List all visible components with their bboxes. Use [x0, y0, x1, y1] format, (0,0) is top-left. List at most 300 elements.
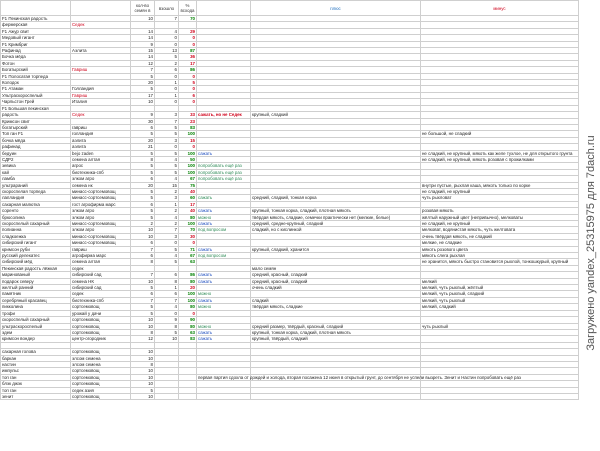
percent-cell: 17	[179, 60, 197, 66]
sprouted-cell: 2	[155, 221, 179, 227]
seeds-cell: 5	[131, 285, 155, 291]
seeds-cell: 5	[131, 304, 155, 310]
seeds-cell: 9	[131, 112, 155, 118]
verdict-cell: сажать	[197, 329, 251, 335]
percent-cell: 0	[179, 73, 197, 79]
producer-cell: сортсемовощ	[71, 349, 131, 355]
variety-cell: кай	[1, 169, 71, 175]
variety-cell: Чарльстон Грей	[1, 99, 71, 105]
variety-cell: Рафинад	[1, 48, 71, 54]
producer-cell: Голландия	[71, 86, 131, 92]
percent-cell: 80	[179, 278, 197, 284]
seeds-cell: 10	[131, 355, 155, 361]
sprouted-cell: 6	[155, 291, 179, 297]
sprouted-cell: 0	[155, 73, 179, 79]
table-row	[1, 227, 579, 233]
variety-cell: трофи	[1, 310, 71, 316]
percent-cell: 70	[179, 227, 197, 233]
verdict-cell: сажать	[197, 221, 251, 227]
minus-cell: не сладкий, не крупный	[421, 221, 579, 227]
seeds-cell: 10	[131, 381, 155, 387]
percent-cell: 100	[179, 291, 197, 297]
percent-cell: 0	[179, 240, 197, 246]
plus-cell: сладкий, но с кислинкой	[251, 227, 421, 233]
sprouted-cell: 0	[155, 310, 179, 316]
percent-cell: 63	[179, 329, 197, 335]
verdict-cell: сажать, но не Седек	[197, 112, 251, 118]
variety-cell: сибирский гигант	[1, 240, 71, 246]
percent-cell: 83	[179, 124, 197, 130]
verdict-cell: сажать	[197, 336, 251, 342]
producer-cell: Седек	[71, 22, 131, 28]
verdict-cell: сажать	[197, 272, 251, 278]
variety-cell: F1 Полосатая торпеда	[1, 73, 71, 79]
verdict-cell	[197, 393, 251, 399]
variety-cell: ультраскороспелый	[1, 323, 71, 329]
seeds-cell: 12	[131, 336, 155, 342]
variety-cell: топ ган	[1, 374, 71, 380]
minus-cell: внутри пустые, рыхлая каша, мякоть только по корке	[421, 182, 579, 188]
percent-cell: 80	[179, 214, 197, 220]
sprouted-cell: 0	[155, 41, 179, 47]
plus-cell: очень сладкий	[251, 285, 421, 291]
minus-cell: не сладкий, не крупный, мякоть розовая с прожилками	[421, 156, 579, 162]
verdict-cell: сажать	[197, 297, 251, 303]
variety-cell: кримсон вондер	[1, 336, 71, 342]
producer-cell: bejo zaden	[71, 150, 131, 156]
sprouted-cell: 7	[155, 297, 179, 303]
variety-cell: русский делекатес	[1, 253, 71, 259]
variety-cell: кримсон руби	[1, 246, 71, 252]
sprouted-cell: 7	[155, 16, 179, 22]
seeds-cell: 6	[131, 240, 155, 246]
sprouted-cell: 3	[155, 112, 179, 118]
header-percent: % всхода	[179, 1, 197, 16]
percent-cell: 71	[179, 246, 197, 252]
variety-cell: подарок северу	[1, 278, 71, 284]
variety-cell: Пекинская радость лёжкая	[1, 265, 71, 271]
percent-cell: 17	[179, 201, 197, 207]
variety-cell: ультрараний	[1, 182, 71, 188]
sprouted-cell: 6	[155, 67, 179, 73]
producer-cell: гавриш	[71, 246, 131, 252]
plus-cell: средний, красный, сладкий	[251, 278, 421, 284]
header-row	[1, 1, 579, 16]
variety-cell: Топ ган F1	[1, 131, 71, 137]
table-row	[1, 374, 579, 380]
producer-cell: аэлита	[71, 144, 131, 150]
sprouted-cell: 5	[155, 131, 179, 137]
variety-cell: блэк джэк	[1, 381, 71, 387]
seeds-cell: 20	[131, 80, 155, 86]
variety-cell: топ ган	[1, 387, 71, 393]
variety-cell: скороспелая торпеда	[1, 188, 71, 194]
producer-cell: семена алтая	[71, 156, 131, 162]
producer-cell: сортсемовощ	[71, 304, 131, 310]
seeds-cell: 5	[131, 310, 155, 316]
minus-cell: жёлтый наружный цвет (непривычно), мелковаты	[421, 214, 579, 220]
variety-cell: сибирский мёд	[1, 259, 71, 265]
sprouted-cell: 4	[155, 176, 179, 182]
seeds-cell: 20	[131, 182, 155, 188]
producer-cell: биотехника-спб	[71, 297, 131, 303]
variety-cell: баркан	[1, 355, 71, 361]
variety-cell: сахарная малютка	[1, 201, 71, 207]
variety-cell: Ультраскороспелый	[1, 92, 71, 98]
seeds-cell: 10	[131, 317, 155, 323]
plus-cell: средний, красный, сладкий	[251, 272, 421, 278]
variety-cell: брюсолина	[1, 214, 71, 220]
producer-cell: сортсемовощ	[71, 329, 131, 335]
producer-cell: минасс-сортсемовощ	[71, 221, 131, 227]
producer-cell: минасс-сортсемовощ	[71, 233, 131, 239]
seeds-cell: 6	[131, 124, 155, 130]
sprouted-cell: 5	[155, 163, 179, 169]
seeds-cell: 15	[131, 48, 155, 54]
variety-cell: F1 Ажур свит	[1, 28, 71, 34]
verdict-cell: можно	[197, 291, 251, 297]
seeds-cell: 10	[131, 323, 155, 329]
variety-cell: ламба	[1, 176, 71, 182]
seeds-cell: 5	[131, 208, 155, 214]
verdict-cell: сажать	[197, 246, 251, 252]
variety-cell: соренто	[1, 208, 71, 214]
plus-cell: средний, средне-крупный, сладкий	[251, 221, 421, 227]
minus-cell: не хранится, мякоть быстро становится рыхлой, тонкошкурый, крупный	[421, 259, 579, 265]
minus-cell: мелковат, водянистая мякоть, чуть желтовата	[421, 227, 579, 233]
producer-cell: элсом семена	[71, 361, 131, 367]
seeds-cell: 10	[131, 227, 155, 233]
producer-cell: элком агро	[71, 214, 131, 220]
header-name	[1, 1, 71, 16]
seeds-cell: 5	[131, 387, 155, 393]
seeds-cell: 10	[131, 233, 155, 239]
seeds-cell: 20	[131, 137, 155, 143]
percent-cell: 30	[179, 233, 197, 239]
producer-cell: седек азия	[71, 387, 131, 393]
percent-cell: 23	[179, 118, 197, 124]
verdict-cell: можно	[197, 304, 251, 310]
producer-cell: сортсемовощ	[71, 323, 131, 329]
sprouted-cell: 5	[155, 259, 179, 265]
producer-cell: центр-огородник	[71, 336, 131, 342]
verdict-cell: сажать	[197, 150, 251, 156]
minus-cell: не сладкий, не крупный, мякоть как желе тухлое, не для открытого грунта	[421, 150, 579, 156]
seeds-cell: 7	[131, 297, 155, 303]
producer-cell: минасс-сортсемовощ	[71, 195, 131, 201]
header-seeds: кол-во семян в	[131, 1, 155, 16]
plus-cell: твёрдая мякоть, сладкие, семечки практически нет (мелкие, белые)	[251, 214, 421, 220]
percent-cell: 50	[179, 156, 197, 162]
seeds-cell: 8	[131, 361, 155, 367]
percent-cell: 20	[179, 285, 197, 291]
producer-cell: минасс-сортсемовощ	[71, 188, 131, 194]
producer-cell: семена нк	[71, 182, 131, 188]
producer-cell: сортсемовощ	[71, 368, 131, 374]
sprouted-cell: 0	[155, 86, 179, 92]
variety-cell: пикколина	[1, 304, 71, 310]
plus-cell: крупный, сладкий, хранится	[251, 246, 421, 252]
producer-cell: агрофирма марс	[71, 253, 131, 259]
variety-cell: импульс	[1, 368, 71, 374]
percent-cell: 100	[179, 150, 197, 156]
producer-cell: Италия	[71, 99, 131, 105]
sprouted-cell: 15	[155, 182, 179, 188]
producer-cell: урожай у дачи	[71, 310, 131, 316]
percent-cell: 15	[179, 137, 197, 143]
minus-cell: мелкий	[421, 278, 579, 284]
sprouted-cell: 2	[155, 208, 179, 214]
seeds-cell: 12	[131, 60, 155, 66]
producer-cell: гост агрофирма марс	[71, 201, 131, 207]
percent-cell: 63	[179, 259, 197, 265]
variety-cell: Богатырский	[1, 67, 71, 73]
producer-cell: семена НК	[71, 278, 131, 284]
variety-cell: серебряный красавец	[1, 297, 71, 303]
variety-cell: зенит	[1, 393, 71, 399]
minus-cell: не большой, не сладкий	[421, 131, 579, 137]
producer-cell: сортсемовощ	[71, 393, 131, 399]
plus-cell: твёрдая мякоть, сладкие	[251, 304, 421, 310]
plus-cell	[251, 393, 421, 399]
variety-cell: СДР2	[1, 156, 71, 162]
minus-cell: мякоть слега рыхлая	[421, 253, 579, 259]
variety-cell: F1 Пекинская радость	[1, 16, 71, 22]
table-body	[1, 16, 579, 400]
producer-cell: седек	[71, 291, 131, 297]
seeds-cell: 2	[131, 221, 155, 227]
sprouted-cell: 3	[155, 233, 179, 239]
sprouted-cell: 0	[155, 99, 179, 105]
percent-cell: 80	[179, 323, 197, 329]
verdict-cell: под вопросом	[197, 227, 251, 233]
producer-cell: элком агро	[71, 227, 131, 233]
variety-cell: Кримсон свит	[1, 118, 71, 124]
sprouted-cell: 4	[155, 156, 179, 162]
percent-cell: 80	[179, 304, 197, 310]
percent-cell: 0	[179, 310, 197, 316]
percent-cell: 0	[179, 99, 197, 105]
minus-cell: чуть рыхловат	[421, 195, 579, 201]
minus-cell: очень твёрдая мякоть, не сладкий	[421, 233, 579, 239]
sprouted-cell: 8	[155, 323, 179, 329]
percent-cell: 40	[179, 208, 197, 214]
minus-cell: розовая мякоть	[421, 208, 579, 214]
producer-cell: сибирский сад	[71, 285, 131, 291]
variety-cell: фермерская	[1, 22, 71, 28]
minus-cell: мелкий, сладкий	[421, 304, 579, 310]
minus-cell: мелкие, не сладкие	[421, 240, 579, 246]
percent-cell: 100	[179, 131, 197, 137]
seeds-cell: 10	[131, 278, 155, 284]
sprouted-cell: 7	[155, 227, 179, 233]
producer-cell: элком агро	[71, 176, 131, 182]
header-producer	[71, 1, 131, 16]
minus-cell: чуть рыхлый	[421, 323, 579, 329]
sprouted-cell: 0	[155, 240, 179, 246]
sprouted-cell: 8	[155, 278, 179, 284]
percent-cell: 86	[179, 272, 197, 278]
seeds-cell: 5	[131, 163, 155, 169]
sprouted-cell: 5	[155, 329, 179, 335]
sprouted-cell: 1	[155, 80, 179, 86]
producer-cell: Седек	[71, 112, 131, 118]
header-plus: плюс	[251, 1, 421, 16]
percent-cell: 60	[179, 195, 197, 201]
sprouted-cell: 4	[155, 253, 179, 259]
verdict-cell: можно	[197, 214, 251, 220]
sprouted-cell: 0	[155, 144, 179, 150]
seeds-cell: 5	[131, 73, 155, 79]
variety-cell: маринованый	[1, 272, 71, 278]
variety-cell: F1 Большая пекинская	[1, 105, 71, 111]
percent-cell: 100	[179, 221, 197, 227]
seeds-cell: 10	[131, 368, 155, 374]
variety-cell: богатырский	[1, 124, 71, 130]
seeds-cell: 8	[131, 156, 155, 162]
sprouted-cell: 4	[155, 214, 179, 220]
variety-cell: бедуин	[1, 150, 71, 156]
variety-cell: сладкоежка	[1, 233, 71, 239]
verdict-cell: сажать	[197, 208, 251, 214]
producer-cell: семена алтая	[71, 259, 131, 265]
seeds-cell: 10	[131, 99, 155, 105]
sprouted-cell: 1	[155, 92, 179, 98]
watermark: Загружено yandex_25315975 для 7dach.ru	[585, 134, 597, 351]
seeds-cell: 14	[131, 54, 155, 60]
variety-cell: зевика	[1, 163, 71, 169]
verdict-cell: можно	[197, 323, 251, 329]
percent-cell: 0	[179, 35, 197, 41]
seeds-cell: 10	[131, 349, 155, 355]
percent-cell: 86	[179, 67, 197, 73]
plus-cell: крупный, сладкий	[251, 112, 421, 118]
plus-cell: мало семян	[251, 265, 421, 271]
seeds-cell: 30	[131, 118, 155, 124]
producer-cell: элсом семена	[71, 355, 131, 361]
variety-cell: настин	[1, 361, 71, 367]
verdict-cell: попробовать ещё раз	[197, 176, 251, 182]
sprouted-cell: 5	[155, 150, 179, 156]
variety-cell: рафинад	[1, 144, 71, 150]
seeds-cell: 5	[131, 131, 155, 137]
sprouted-cell: 2	[155, 188, 179, 194]
seeds-cell: 14	[131, 35, 155, 41]
percent-cell: 5	[179, 80, 197, 86]
variety-cell: желтый ранний	[1, 285, 71, 291]
sprouted-cell: 5	[155, 124, 179, 130]
sprouted-cell: 1	[155, 285, 179, 291]
seeds-cell: 17	[131, 92, 155, 98]
percent-cell: 67	[179, 253, 197, 259]
variety-cell: Медовый гигант	[1, 35, 71, 41]
sprouted-cell: 6	[155, 272, 179, 278]
variety-cell: полианна	[1, 227, 71, 233]
percent-cell: 67	[179, 176, 197, 182]
producer-cell: Гавриш	[71, 67, 131, 73]
percent-cell: 100	[179, 297, 197, 303]
verdict-cell: попробовать ещё раз	[197, 163, 251, 169]
producer-cell: Гавриш	[71, 92, 131, 98]
seeds-cell: 6	[131, 253, 155, 259]
seeds-cell: 7	[131, 67, 155, 73]
seeds-cell: 8	[131, 259, 155, 265]
sprouted-cell: 13	[155, 48, 179, 54]
seeds-cell: 5	[131, 214, 155, 220]
verdict-cell: сажать	[197, 278, 251, 284]
percent-cell: 83	[179, 336, 197, 342]
seeds-cell: 5	[131, 150, 155, 156]
percent-cell: 87	[179, 48, 197, 54]
minus-cell: мелкий, чуть рыхлый, жёлтый	[421, 285, 579, 291]
percent-cell: 90	[179, 317, 197, 323]
percent-cell: 100	[179, 169, 197, 175]
plus-cell: средний, сладкий, тонкая корка	[251, 195, 421, 201]
variety-cell: эдем	[1, 329, 71, 335]
variety-cell: F1 Атаман	[1, 86, 71, 92]
verdict-cell: под вопросом	[197, 253, 251, 259]
seeds-cell: 8	[131, 329, 155, 335]
seeds-cell: 7	[131, 272, 155, 278]
producer-cell: аэлита	[71, 137, 131, 143]
seeds-cell: 21	[131, 144, 155, 150]
producer-cell: седек	[71, 265, 131, 271]
seeds-cell: 5	[131, 188, 155, 194]
variety-cell: Колодок	[1, 80, 71, 86]
seeds-cell: 10	[131, 374, 155, 380]
minus-cell: не сладкий, не крупный	[421, 188, 579, 194]
percent-cell: 6	[179, 92, 197, 98]
plus-cell: средний размер, твёрдый, красный, сладкий	[251, 323, 421, 329]
producer-cell: голландия	[71, 131, 131, 137]
seeds-cell: 6	[131, 176, 155, 182]
sprouted-cell: 10	[155, 336, 179, 342]
table-row	[1, 214, 579, 220]
seeds-cell: 14	[131, 28, 155, 34]
percent-cell	[179, 393, 197, 399]
producer-cell: сортсемовощ	[71, 317, 131, 323]
sprouted-cell	[155, 393, 179, 399]
sprouted-cell: 4	[155, 304, 179, 310]
verdict-cell: первая партия сдохла от дождей и холода, вторая посажена 12 июня в открытый грунт, до сентября не успели вызреть. Зенит и Настин попробовать ещё раз	[198, 374, 521, 380]
variety-cell: скороспелый сахарный	[1, 317, 71, 323]
variety-cell: сахарная голова	[1, 349, 71, 355]
variety-cell: Бочка мёда	[1, 54, 71, 60]
sprouted-cell: 0	[155, 35, 179, 41]
percent-cell: 0	[179, 41, 197, 47]
sprouted-cell: 3	[155, 137, 179, 143]
seeds-cell: 6	[131, 201, 155, 207]
plus-cell: крупный, тонкая корка, сладкий, плотная мякоть	[251, 208, 421, 214]
producer-cell: биотехника-спб	[71, 169, 131, 175]
sprouted-cell: 5	[155, 54, 179, 60]
producer-cell: агрос	[71, 163, 131, 169]
plus-cell: сладкий	[251, 297, 421, 303]
producer-cell: минасс-сортсемовощ	[71, 240, 131, 246]
producer-cell: элком агро	[71, 208, 131, 214]
producer-cell: Аэлита	[71, 48, 131, 54]
variety-cell: памятник	[1, 291, 71, 297]
header-note	[197, 1, 251, 16]
verdict-cell: попробовать ещё раз	[197, 169, 251, 175]
variety-cell: скороспелый сахарный	[1, 221, 71, 227]
producer-cell: сортсемовощ	[71, 381, 131, 387]
variety-cell: радость	[1, 112, 71, 118]
percent-cell: 0	[179, 144, 197, 150]
variety-cell: F1 Кримбриг	[1, 41, 71, 47]
header-sprouted: взошло	[155, 1, 179, 16]
percent-cell: 70	[179, 16, 197, 22]
